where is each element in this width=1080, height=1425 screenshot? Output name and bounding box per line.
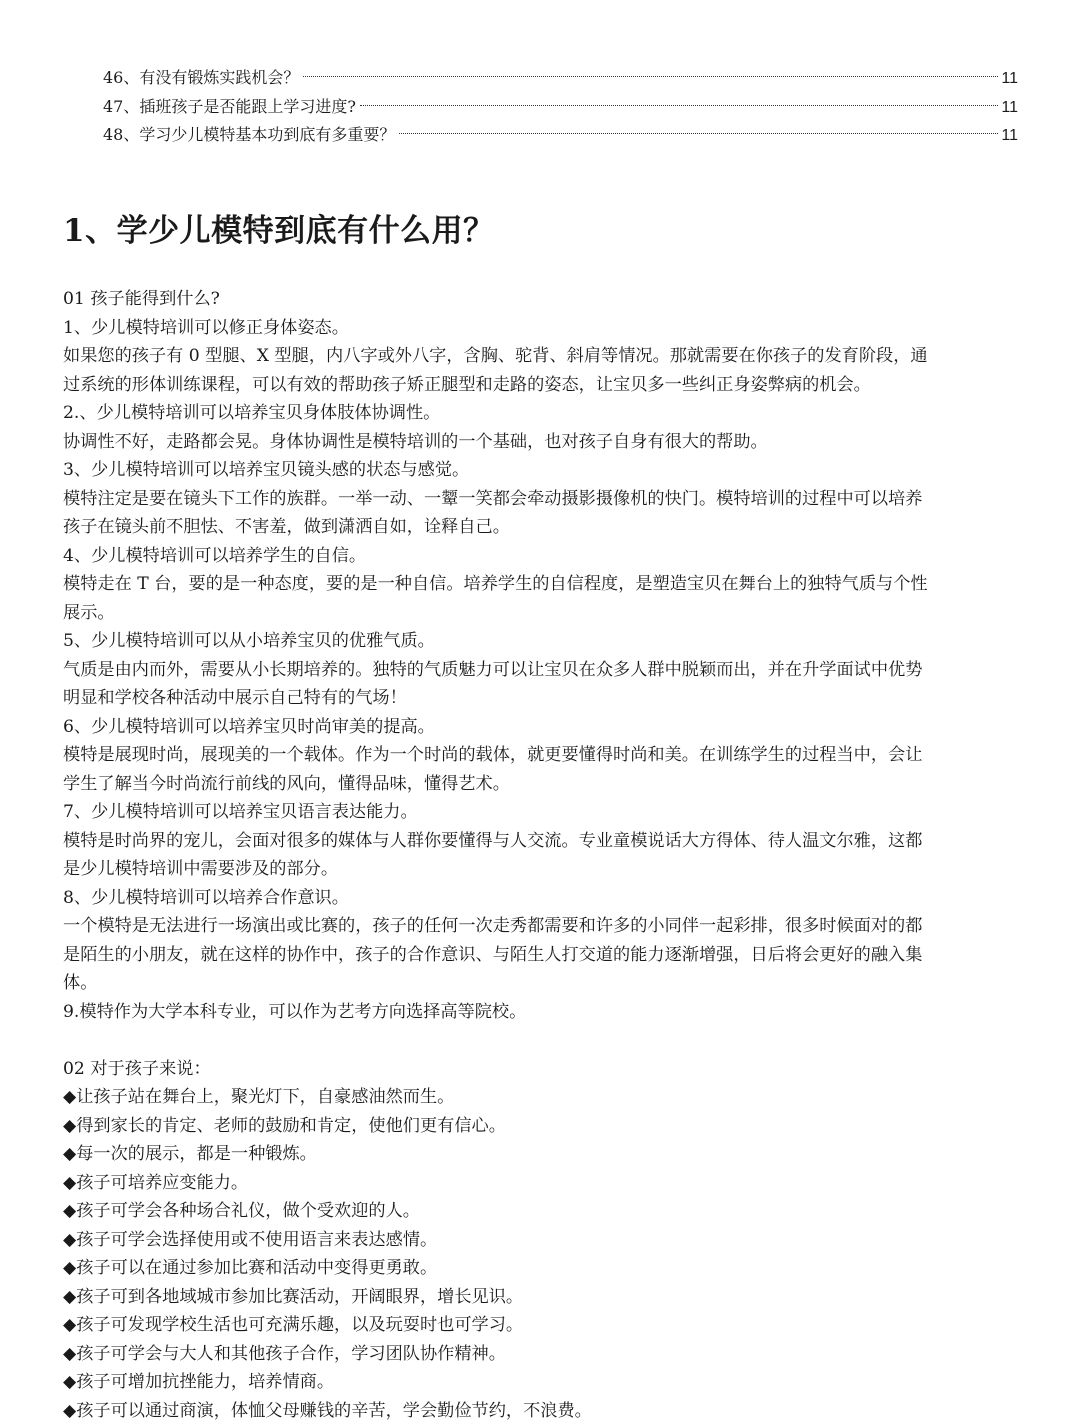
list-item: ◆孩子可到各地域城市参加比赛活动，开阔眼界，增长见识。 (63, 1283, 1021, 1312)
text-line: 模特走在 T 台，要的是一种态度，要的是一种自信。培养学生的自信程度，是塑造宝贝在舞台上的独特气质与个性 (63, 570, 1021, 599)
text-line: 模特注定是要在镜头下工作的族群。一举一动、一颦一笑都会牵动摄影摄像机的快门。模特培训的过程中可以培养 (63, 485, 1021, 514)
toc-entry-title: 47、插班孩子是否能跟上学习进度? (103, 93, 356, 122)
toc-leader-dots (360, 105, 998, 106)
text-line: 如果您的孩子有 0 型腿、X 型腿，内八字或外八字，含胸、驼背、斜肩等情况。那就需要在你孩子的发育阶段，通 (63, 342, 1021, 371)
text-line: 7、少儿模特培训可以培养宝贝语言表达能力。 (63, 798, 1021, 827)
text-line: 体。 (63, 969, 1021, 998)
text-line: 模特是时尚界的宠儿，会面对很多的媒体与人群你要懂得与人交流。专业童模说话大方得体、待人温文尔雅，这都 (63, 827, 1021, 856)
toc-entry-title: 46、有没有锻炼实践机会？ (103, 64, 299, 93)
list-item: ◆孩子可以通过商演，体恤父母赚钱的辛苦，学会勤俭节约，不浪费。 (63, 1397, 1021, 1425)
list-item: ◆孩子可学会与大人和其他孩子合作，学习团队协作精神。 (63, 1340, 1021, 1369)
text-line: 学生了解当今时尚流行前线的风向，懂得品味，懂得艺术。 (63, 770, 1021, 799)
text-line: 是陌生的小朋友，就在这样的协作中，孩子的合作意识、与陌生人打交道的能力逐渐增强，日后将会更好的融入集 (63, 941, 1021, 970)
list-item: ◆孩子可发现学校生活也可充满乐趣，以及玩耍时也可学习。 (63, 1311, 1021, 1340)
list-item: ◆每一次的展示，都是一种锻炼。 (63, 1140, 1021, 1169)
toc-entry[interactable] (103, 64, 1018, 93)
toc-entry-page: 11 (1001, 122, 1018, 151)
section-title: 1、学少儿模特到底有什么用？ (63, 208, 495, 254)
text-line: 协调性不好，走路都会晃。身体协调性是模特培训的一个基础，也对孩子自身有很大的帮助。 (63, 428, 1021, 457)
text-line: 过系统的形体训练课程，可以有效的帮助孩子矫正腿型和走路的姿态，让宝贝多一些纠正身姿弊病的机会。 (63, 371, 1021, 400)
paragraph-gap (63, 1026, 1021, 1055)
list-item: ◆让孩子站在舞台上，聚光灯下，自豪感油然而生。 (63, 1083, 1021, 1112)
text-line: 气质是由内而外，需要从小长期培养的。独特的气质魅力可以让宝贝在众多人群中脱颖而出，并在升学面试中优势 (63, 656, 1021, 685)
toc-leader-dots (399, 133, 998, 134)
text-line: 模特是展现时尚，展现美的一个载体。作为一个时尚的载体，就更要懂得时尚和美。在训练学生的过程当中，会让 (63, 741, 1021, 770)
text-line: 孩子在镜头前不胆怯、不害羞，做到潇洒自如，诠释自己。 (63, 513, 1021, 542)
text-line: 展示。 (63, 599, 1021, 628)
text-line: 9.模特作为大学本科专业，可以作为艺考方向选择高等院校。 (63, 998, 1021, 1027)
text-line: 一个模特是无法进行一场演出或比赛的，孩子的任何一次走秀都需要和许多的小同伴一起彩排，很多时候面对的都 (63, 912, 1021, 941)
text-line: 5、少儿模特培训可以从小培养宝贝的优雅气质。 (63, 627, 1021, 656)
table-of-contents (103, 64, 1018, 150)
part2-list (63, 1055, 1021, 1425)
list-item: ◆得到家长的肯定、老师的鼓励和肯定，使他们更有信心。 (63, 1112, 1021, 1141)
toc-entry-page: 11 (1001, 94, 1018, 123)
toc-entry[interactable] (103, 93, 1018, 122)
section-body (63, 285, 1021, 1425)
text-line: 1、少儿模特培训可以修正身体姿态。 (63, 314, 1021, 343)
list-item: ◆孩子可培养应变能力。 (63, 1169, 1021, 1198)
part2-heading: 02 对于孩子来说： (63, 1055, 1021, 1084)
text-line: 3、少儿模特培训可以培养宝贝镜头感的状态与感觉。 (63, 456, 1021, 485)
toc-entry-page: 11 (1001, 65, 1018, 94)
text-line: 8、少儿模特培训可以培养合作意识。 (63, 884, 1021, 913)
part1-paragraphs (63, 285, 1021, 1026)
text-line: 4、少儿模特培训可以培养学生的自信。 (63, 542, 1021, 571)
list-item: ◆孩子可学会各种场合礼仪，做个受欢迎的人。 (63, 1197, 1021, 1226)
text-line: 6、少儿模特培训可以培养宝贝时尚审美的提高。 (63, 713, 1021, 742)
part1-heading: 01 孩子能得到什么? (63, 285, 1021, 314)
list-item: ◆孩子可以在通过参加比赛和活动中变得更勇敢。 (63, 1254, 1021, 1283)
toc-entry[interactable] (103, 121, 1018, 150)
toc-leader-dots (303, 76, 998, 77)
text-line: 明显和学校各种活动中展示自己特有的气场！ (63, 684, 1021, 713)
toc-entry-title: 48、学习少儿模特基本功到底有多重要？ (103, 121, 395, 150)
text-line: 是少儿模特培训中需要涉及的部分。 (63, 855, 1021, 884)
list-item: ◆孩子可学会选择使用或不使用语言来表达感情。 (63, 1226, 1021, 1255)
list-item: ◆孩子可增加抗挫能力，培养情商。 (63, 1368, 1021, 1397)
text-line: 2.、少儿模特培训可以培养宝贝身体肢体协调性。 (63, 399, 1021, 428)
